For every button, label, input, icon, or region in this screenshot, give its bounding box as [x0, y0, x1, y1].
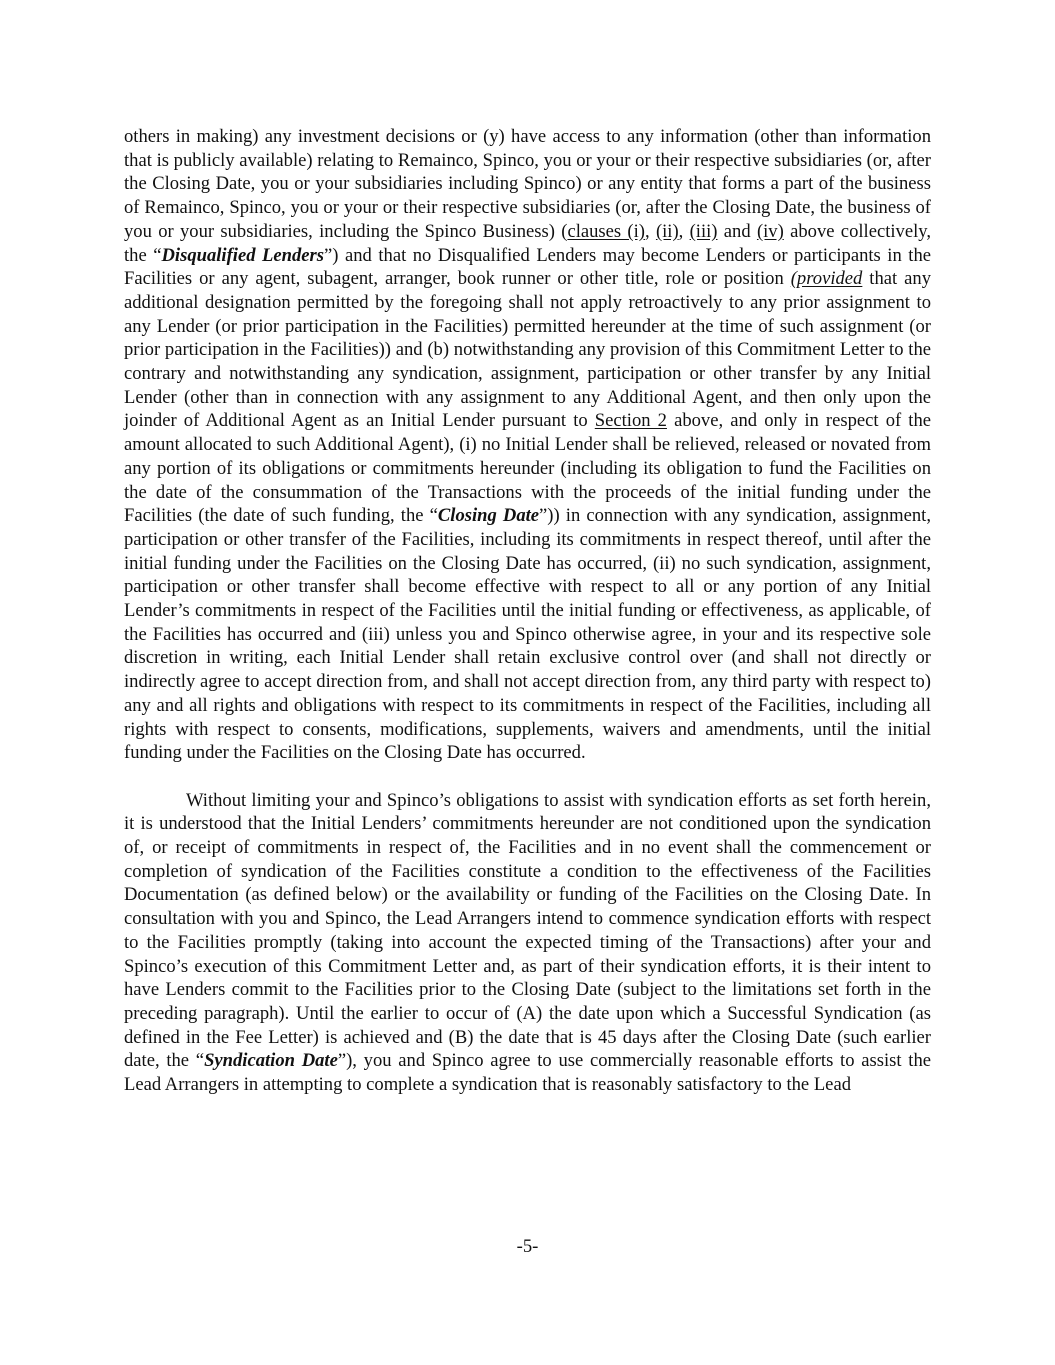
paragraph-continued [124, 125, 931, 765]
defined-term: Disqualified Lenders [161, 244, 325, 266]
paragraph-syndication [124, 789, 931, 1097]
text-run: ”)) in connection with any syndication, assignment, participation or other transfer of the Facilities, including its commitments in respect thereof, until after the initial funding under the Facilities on the Closing Date has occurred, (ii) no such syndication, assignment, participation or other transfer shall become effective with respect to all or any portion of any Initial Lender’s commitments in respect of the Facilities until the initial funding or effectiveness, as applicable, of the Facilities has occurred and (iii) unless you and Spinco otherwise agree, in your and its respective sole discretion in writing, each Initial Lender shall retain exclusive control over (and shall not directly or indirectly agree to accept direction from, and shall not accept direction from, any third party with respect to) any and all rights and obligations with respect to its commitments in respect of the Facilities, including all rights with respect to consents, modifications, supplements, waivers and amendments, until the initial funding under the Facilities on the Closing Date has occurred. [124, 505, 931, 764]
clause-reference: clauses (i) [567, 220, 645, 242]
text-run: Without limiting your and Spinco’s obligations to assist with syndication efforts as set forth herein, it is understood that the Initial Lenders’ commitments hereunder are not conditioned upon the syndication of, or receipt of commitments in respect of, the Facilities and in no event shall the commencement or completion of syndication of the Facilities constitute a condition to the effectiveness of the Facilities Documentation (as defined below) or the availability or funding of the Facilities on the Closing Date. In consultation with you and Spinco, the Lead Arrangers intend to commence syndication efforts with respect to the Facilities promptly (taking into account the expected timing of the Transactions) after your and Spinco’s execution of this Commitment Letter and, as part of their syndication efforts, it is their intent to have Lenders commit to the Facilities prior to the Closing Date (subject to the limitations set forth in the preceding paragraph). Until the earlier to occur of (A) the date upon which a Successful Syndication (as defined in the Fee Letter) is achieved and (B) the date that is 45 days after the Closing Date (such earlier date, the “ [124, 789, 931, 1072]
clause-reference: (iii) [689, 220, 718, 242]
text-run: above collectively, the “ [124, 220, 931, 266]
text-run: ”), you and Spinco agree to use commercially reasonable efforts to assist the Lead Arrangers in attempting to complete a syndication that is reasonably satisfactory to the Lead [124, 1050, 931, 1096]
text-run: and [717, 220, 757, 242]
page-number: -5- [516, 1236, 539, 1257]
text-run: , [678, 220, 690, 242]
document-body [124, 125, 931, 1097]
clause-reference: (iv) [756, 220, 784, 242]
text-run: that any additional designation permitted by the foregoing shall not apply retroactively to any prior assignment to any Lender (or prior participation in the Facilities) permitted hereunder at the time of such assignment (or prior participation in the Facilities)) and (b) notwithstanding any provision of this Commitment Letter to the contrary and notwithstanding any syndication, assignment, participation or other transfer by any Initial Lender (other than in connection with any assignment to any Additional Agent, and then only upon the joinder of Additional Agent as an Initial Lender pursuant to [124, 268, 931, 432]
defined-term: Closing Date [437, 505, 540, 527]
clause-reference: (ii) [655, 220, 679, 242]
text-run: others in making) any investment decisions or (y) have access to any information (other than information that is publicly available) relating to Remainco, Spinco, you or your or their respective subsidiaries (or, after the Closing Date, you or your subsidiaries including Spinco) or any entity that forms a part of the business of Remainco, Spinco, you or your or their respective subsidiaries (or, after the Closing Date, the business of you or your subsidiaries, including the Spinco Business) ( [124, 126, 931, 242]
text-run: ”) and that no Disqualified Lenders may become Lenders or participants in the Facilities or any agent, subagent, arranger, book runner or other title, role or position [124, 244, 931, 290]
defined-term: Syndication Date [204, 1050, 338, 1072]
text-run: above, and only in respect of the amount allocated to such Additional Agent), (i) no Initial Lender shall be relieved, released or novated from any portion of its obligations or commitments hereunder (including its obligation to fund the Facilities on the date of the consummation of the Transactions with the proceeds of the initial funding under the Facilities (the date of such funding, the “ [124, 410, 932, 527]
section-reference: Section 2 [594, 410, 667, 432]
text-run: , [644, 220, 656, 242]
proviso-term: (provided [790, 268, 863, 290]
